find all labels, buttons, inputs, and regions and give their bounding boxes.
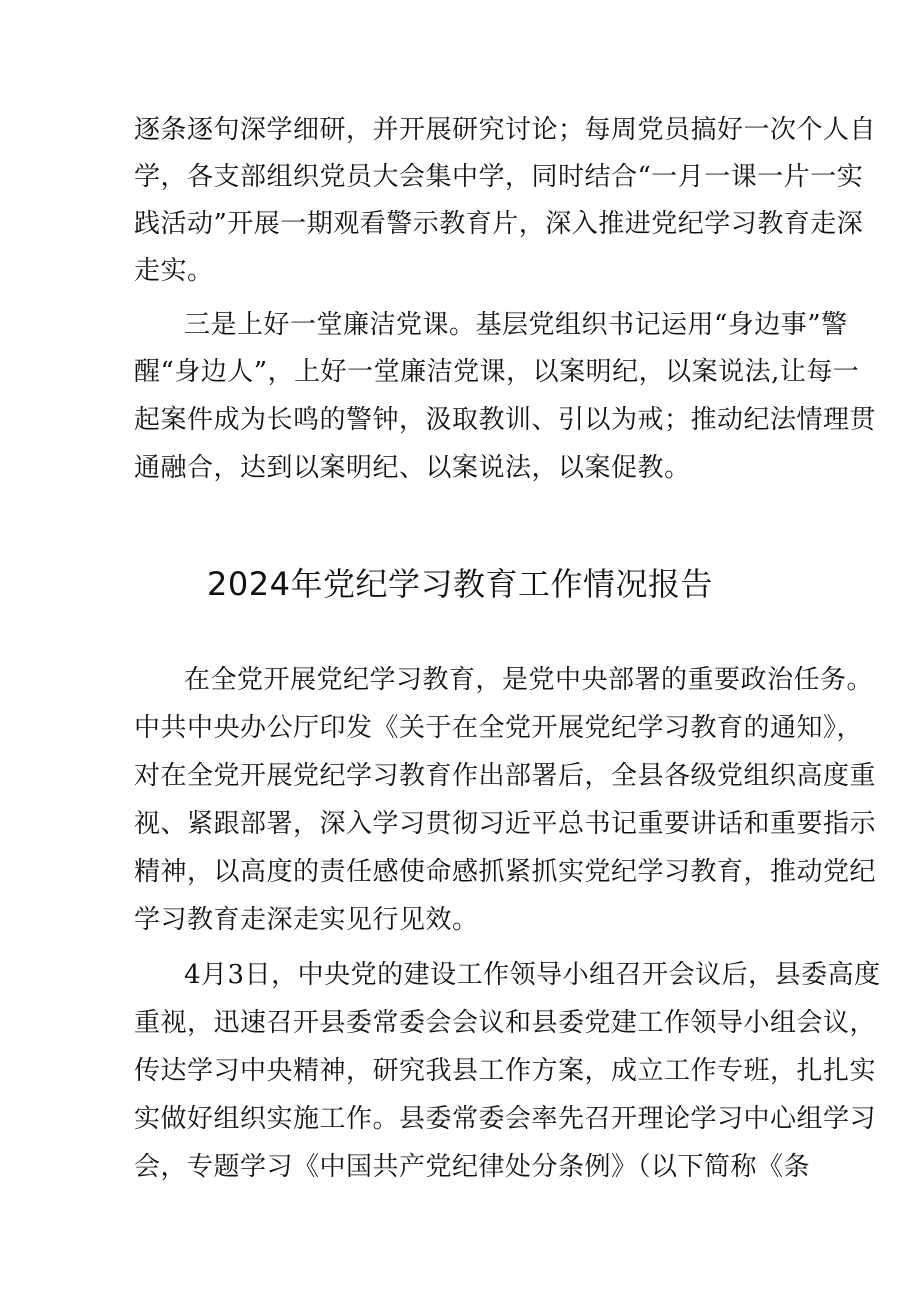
paragraph-line: 4月3日，中央党的建设工作领导小组召开会议后，县委高度 (184, 960, 881, 990)
document-title: 2024年党纪学习教育工作情况报告 (207, 565, 713, 603)
paragraph-line: 通融合，达到以案明纪、以案说法，以案促教。 (134, 453, 691, 483)
paragraph-line: 在全党开展党纪学习教育，是党中央部署的重要政治任务。 (184, 665, 874, 695)
paragraph-line: 三是上好一堂廉洁党课。基层党组织书记运用“身边事”警 (184, 310, 848, 340)
paragraph-line: 精神，以高度的责任感使命感抓紧抓实党纪学习教育，推动党纪 (134, 857, 877, 887)
paragraph-line: 走实。 (134, 256, 214, 286)
paragraph-line: 视、紧跟部署，深入学习贯彻习近平总书记重要讲话和重要指示 (134, 809, 877, 839)
paragraph-line: 传达学习中央精神，研究我县工作方案，成立工作专班，扎扎实 (134, 1056, 877, 1086)
paragraph-line: 对在全党开展党纪学习教育作出部署后，全县各级党组织高度重 (134, 761, 877, 791)
paragraph-line: 践活动”开展一期观看警示教育片，深入推进党纪学习教育走深 (134, 209, 864, 239)
paragraph-line: 逐条逐句深学细研，并开展研究讨论；每周党员搞好一次个人自 (134, 115, 877, 145)
paragraph-line: 中共中央办公厅印发《关于在全党开展党纪学习教育的通知》， (134, 713, 864, 743)
paragraph-line: 会，专题学习《中国共产党纪律处分条例》（以下简称《条 (134, 1152, 811, 1182)
paragraph-line: 起案件成为长鸣的警钟，汲取教训、引以为戒；推动纪法情理贯 (134, 405, 877, 435)
paragraph-line: 实做好组织实施工作。县委常委会率先召开理论学习中心组学习 (134, 1104, 877, 1134)
paragraph-line: 学，各支部组织党员大会集中学，同时结合“一月一课一片一实 (134, 162, 864, 192)
paragraph-line: 醒“身边人”，上好一堂廉洁党课，以案明纪，以案说法,让每一 (134, 357, 860, 387)
paragraph-line: 重视，迅速召开县委常委会会议和县委党建工作领导小组会议， (134, 1008, 877, 1038)
paragraph-line: 学习教育走深走实见行见效。 (134, 905, 479, 935)
